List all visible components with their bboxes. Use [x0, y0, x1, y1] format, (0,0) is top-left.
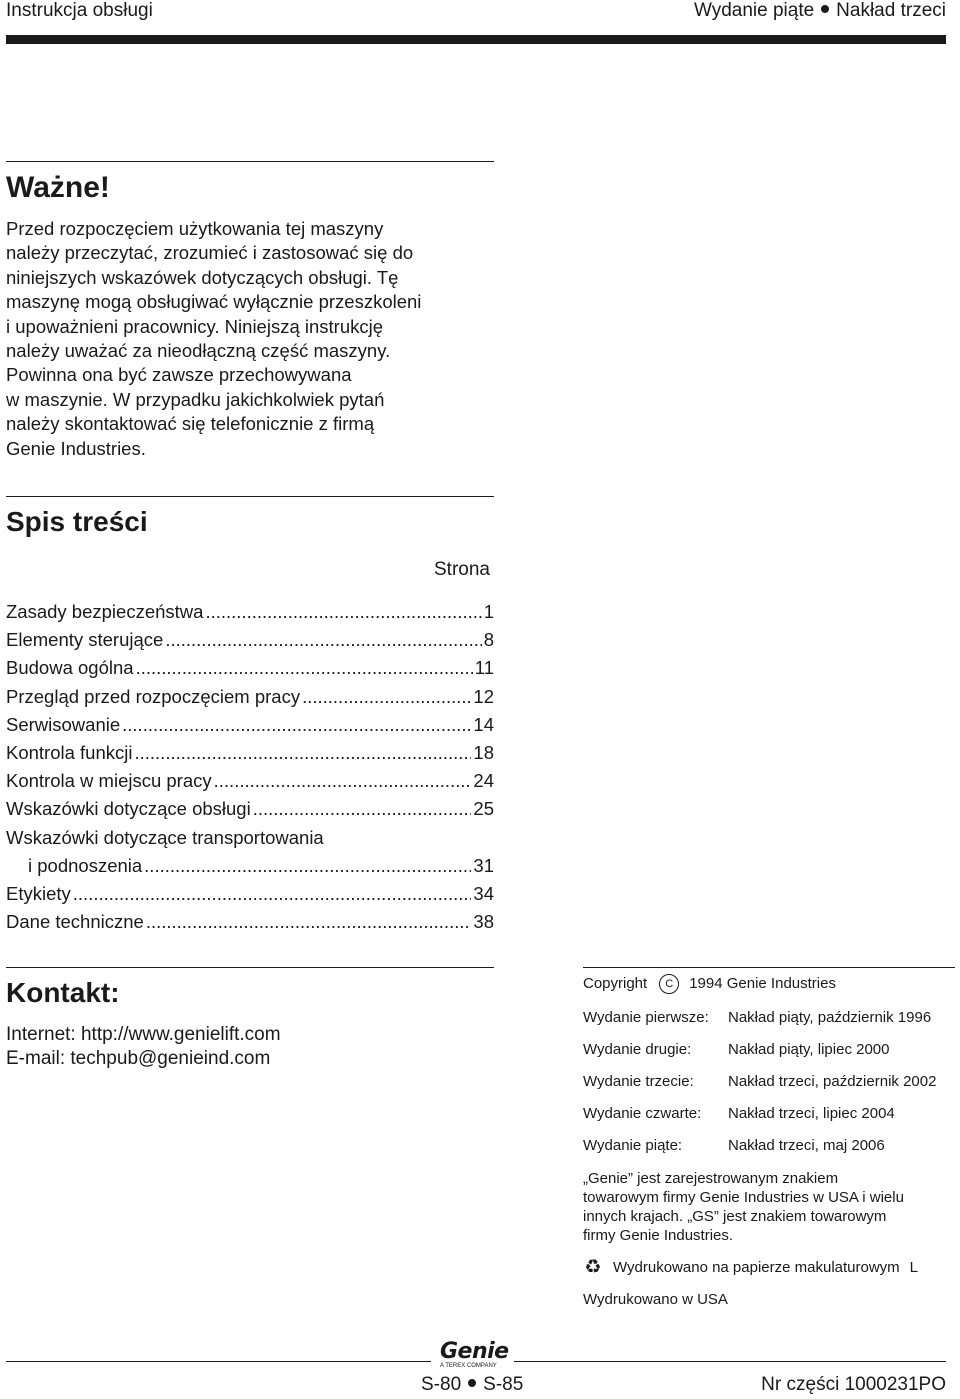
toc-leader: [302, 683, 471, 711]
copyright-line: [583, 975, 955, 995]
important-line: i upoważnieni pracownicy. Niniejszą instrukcję: [6, 315, 384, 337]
copyright-panel: [583, 975, 955, 1309]
important-line: Powinna ona być zawsze przechowywana: [6, 364, 352, 386]
toc-entry-label: Kontrola w miejscu pracy: [6, 770, 212, 792]
toc-entry[interactable]: [6, 795, 494, 823]
trademark-notice: [583, 1169, 955, 1245]
divider: [6, 161, 494, 162]
toc-leader: [205, 598, 481, 626]
toc-entry-label: Przegląd przed rozpoczęciem pracy: [6, 685, 301, 707]
recycled-paper-line: [583, 1259, 955, 1277]
toc-entry-page: 31: [473, 854, 494, 876]
important-line: należy skontaktować się telefonicznie z firmą: [6, 413, 375, 435]
genie-logo: [432, 1341, 514, 1373]
toc-page-header: Strona: [434, 559, 490, 580]
toc-leader: [165, 626, 481, 654]
toc-leader: [253, 795, 472, 823]
toc-leader: [136, 654, 473, 682]
toc-entry[interactable]: [6, 598, 494, 626]
toc-entry-page: 11: [474, 657, 494, 679]
toc-leader: [146, 908, 472, 936]
toc-leader: [144, 852, 471, 880]
toc-entry-page: 12: [473, 685, 494, 707]
toc-entry-page: 1: [483, 601, 494, 622]
edition-label: Wydanie piąte:: [583, 1137, 683, 1154]
printed-in: Wydrukowano w USA: [583, 1291, 728, 1308]
toc-entry-label: Wskazówki dotyczące transportowania: [6, 826, 324, 848]
important-line: Przed rozpoczęciem użytkowania tej maszyny: [6, 218, 384, 239]
toc-title: Spis treści: [6, 506, 148, 537]
footer-divider-right: [514, 1361, 946, 1362]
toc-entry[interactable]: [6, 880, 494, 908]
toc-entry-page: 38: [473, 911, 494, 933]
important-line: należy przeczytać, zrozumieć i zastosować się do: [6, 242, 414, 264]
header-edition-info: [694, 0, 946, 22]
edition-row: [583, 1137, 955, 1155]
toc-entry[interactable]: [6, 824, 494, 880]
edition-row: [583, 1105, 955, 1123]
trademark-line: innych krajach. „GS” jest znakiem towarowym: [583, 1208, 887, 1225]
edition-row: [583, 1041, 955, 1059]
important-line: Genie Industries.: [6, 437, 146, 459]
toc-leader: [214, 767, 472, 795]
logo-subtitle: A TEREX COMPANY: [440, 1363, 497, 1369]
toc-entry-page: 24: [473, 770, 494, 792]
toc-entry[interactable]: [6, 767, 494, 795]
toc-leader: [122, 711, 471, 739]
toc-entry-label-cont: i podnoszenia: [28, 854, 143, 876]
important-line: niniejszych wskazówek dotyczących obsługi. Tę: [6, 266, 399, 288]
toc-entry-label: Kontrola funkcji: [6, 741, 133, 763]
toc-entry-label: Elementy sterujące: [6, 629, 164, 651]
toc-entry-label: Etykiety: [6, 882, 71, 904]
copyright-holder: 1994 Genie Industries: [689, 975, 836, 992]
toc-entry-label: Wskazówki dotyczące obsługi: [6, 798, 251, 820]
important-line: należy uważać za nieodłączną część maszyny.: [6, 340, 391, 362]
toc-entry-label: Dane techniczne: [6, 911, 144, 933]
toc-list: [6, 598, 494, 936]
toc-entry-label: Serwisowanie: [6, 713, 121, 735]
toc-entry-label: Budowa ogólna: [6, 657, 134, 679]
contact-email-link[interactable]: E-mail: techpub@genieind.com: [6, 1048, 271, 1069]
recycled-text: Wydrukowano na papierze makulaturowym: [613, 1259, 900, 1276]
header-edition: Wydanie piąte: [693, 0, 815, 21]
toc-entry[interactable]: [6, 908, 494, 936]
edition-value: Nakład trzeci, maj 2006: [728, 1137, 885, 1154]
toc-entry-page: 8: [483, 629, 494, 651]
model-b: S-85: [483, 1374, 524, 1395]
header-manual-title: Instrukcja obsługi: [6, 0, 153, 21]
edition-value: Nakład trzeci, lipiec 2004: [728, 1105, 895, 1122]
bullet-icon: [821, 5, 829, 13]
divider: [6, 967, 494, 968]
header-printing: Nakład trzeci: [836, 0, 946, 21]
toc-leader: [134, 739, 471, 767]
important-text: [6, 217, 494, 461]
edition-value: Nakład piąty, lipiec 2000: [728, 1041, 890, 1058]
model-a: S-80: [421, 1374, 462, 1395]
toc-entry[interactable]: [6, 711, 494, 739]
trademark-line: firmy Genie Industries.: [583, 1227, 734, 1244]
toc-entry-page: 25: [473, 798, 494, 820]
toc-entry[interactable]: [6, 683, 494, 711]
recycle-icon: ♻: [584, 1257, 602, 1278]
trademark-line: „Genie” jest zarejestrowanym znakiem: [583, 1170, 839, 1187]
important-line: w maszynie. W przypadku jakichkolwiek pytań: [6, 388, 385, 410]
divider: [583, 967, 955, 968]
toc-entry[interactable]: [6, 739, 494, 767]
contact-title: Kontakt:: [6, 977, 120, 1008]
toc-entry-page: 14: [473, 713, 494, 735]
logo-wordmark: Genie: [440, 1339, 509, 1364]
toc-entry[interactable]: [6, 626, 494, 654]
important-title: Ważne!: [6, 171, 110, 204]
footer-divider-left: [6, 1361, 431, 1362]
edition-row: [583, 1073, 955, 1091]
toc-entry-label: Zasady bezpieczeństwa: [6, 601, 204, 622]
contact-internet-link[interactable]: Internet: http://www.genielift.com: [6, 1024, 281, 1045]
edition-label: Wydanie trzecie:: [583, 1073, 694, 1090]
copyright-symbol-icon: C: [659, 974, 679, 994]
copyright-label: Copyright: [583, 975, 648, 992]
divider: [6, 496, 494, 497]
trademark-line: towarowym firmy Genie Industries w USA i wielu: [583, 1189, 904, 1206]
edition-value: Nakład piąty, październik 1996: [728, 1009, 932, 1026]
edition-row: [583, 1009, 955, 1027]
toc-entry-page: 18: [473, 741, 494, 763]
recycled-mark: L: [909, 1259, 919, 1276]
edition-value: Nakład trzeci, październik 2002: [728, 1073, 937, 1090]
toc-leader: [73, 880, 472, 908]
footer-models: [421, 1373, 523, 1397]
footer-part-number: Nr części 1000231PO: [761, 1374, 946, 1395]
toc-entry-page: 34: [473, 882, 494, 904]
toc-entry[interactable]: [6, 654, 494, 682]
edition-label: Wydanie drugie:: [583, 1041, 692, 1058]
contact-info: [6, 1023, 281, 1071]
header-bar: [6, 35, 946, 44]
edition-label: Wydanie czwarte:: [583, 1105, 702, 1122]
edition-label: Wydanie pierwsze:: [583, 1009, 709, 1026]
bullet-icon: [468, 1379, 476, 1387]
important-line: maszynę mogą obsługiwać wyłącznie przeszkoleni: [6, 291, 422, 313]
